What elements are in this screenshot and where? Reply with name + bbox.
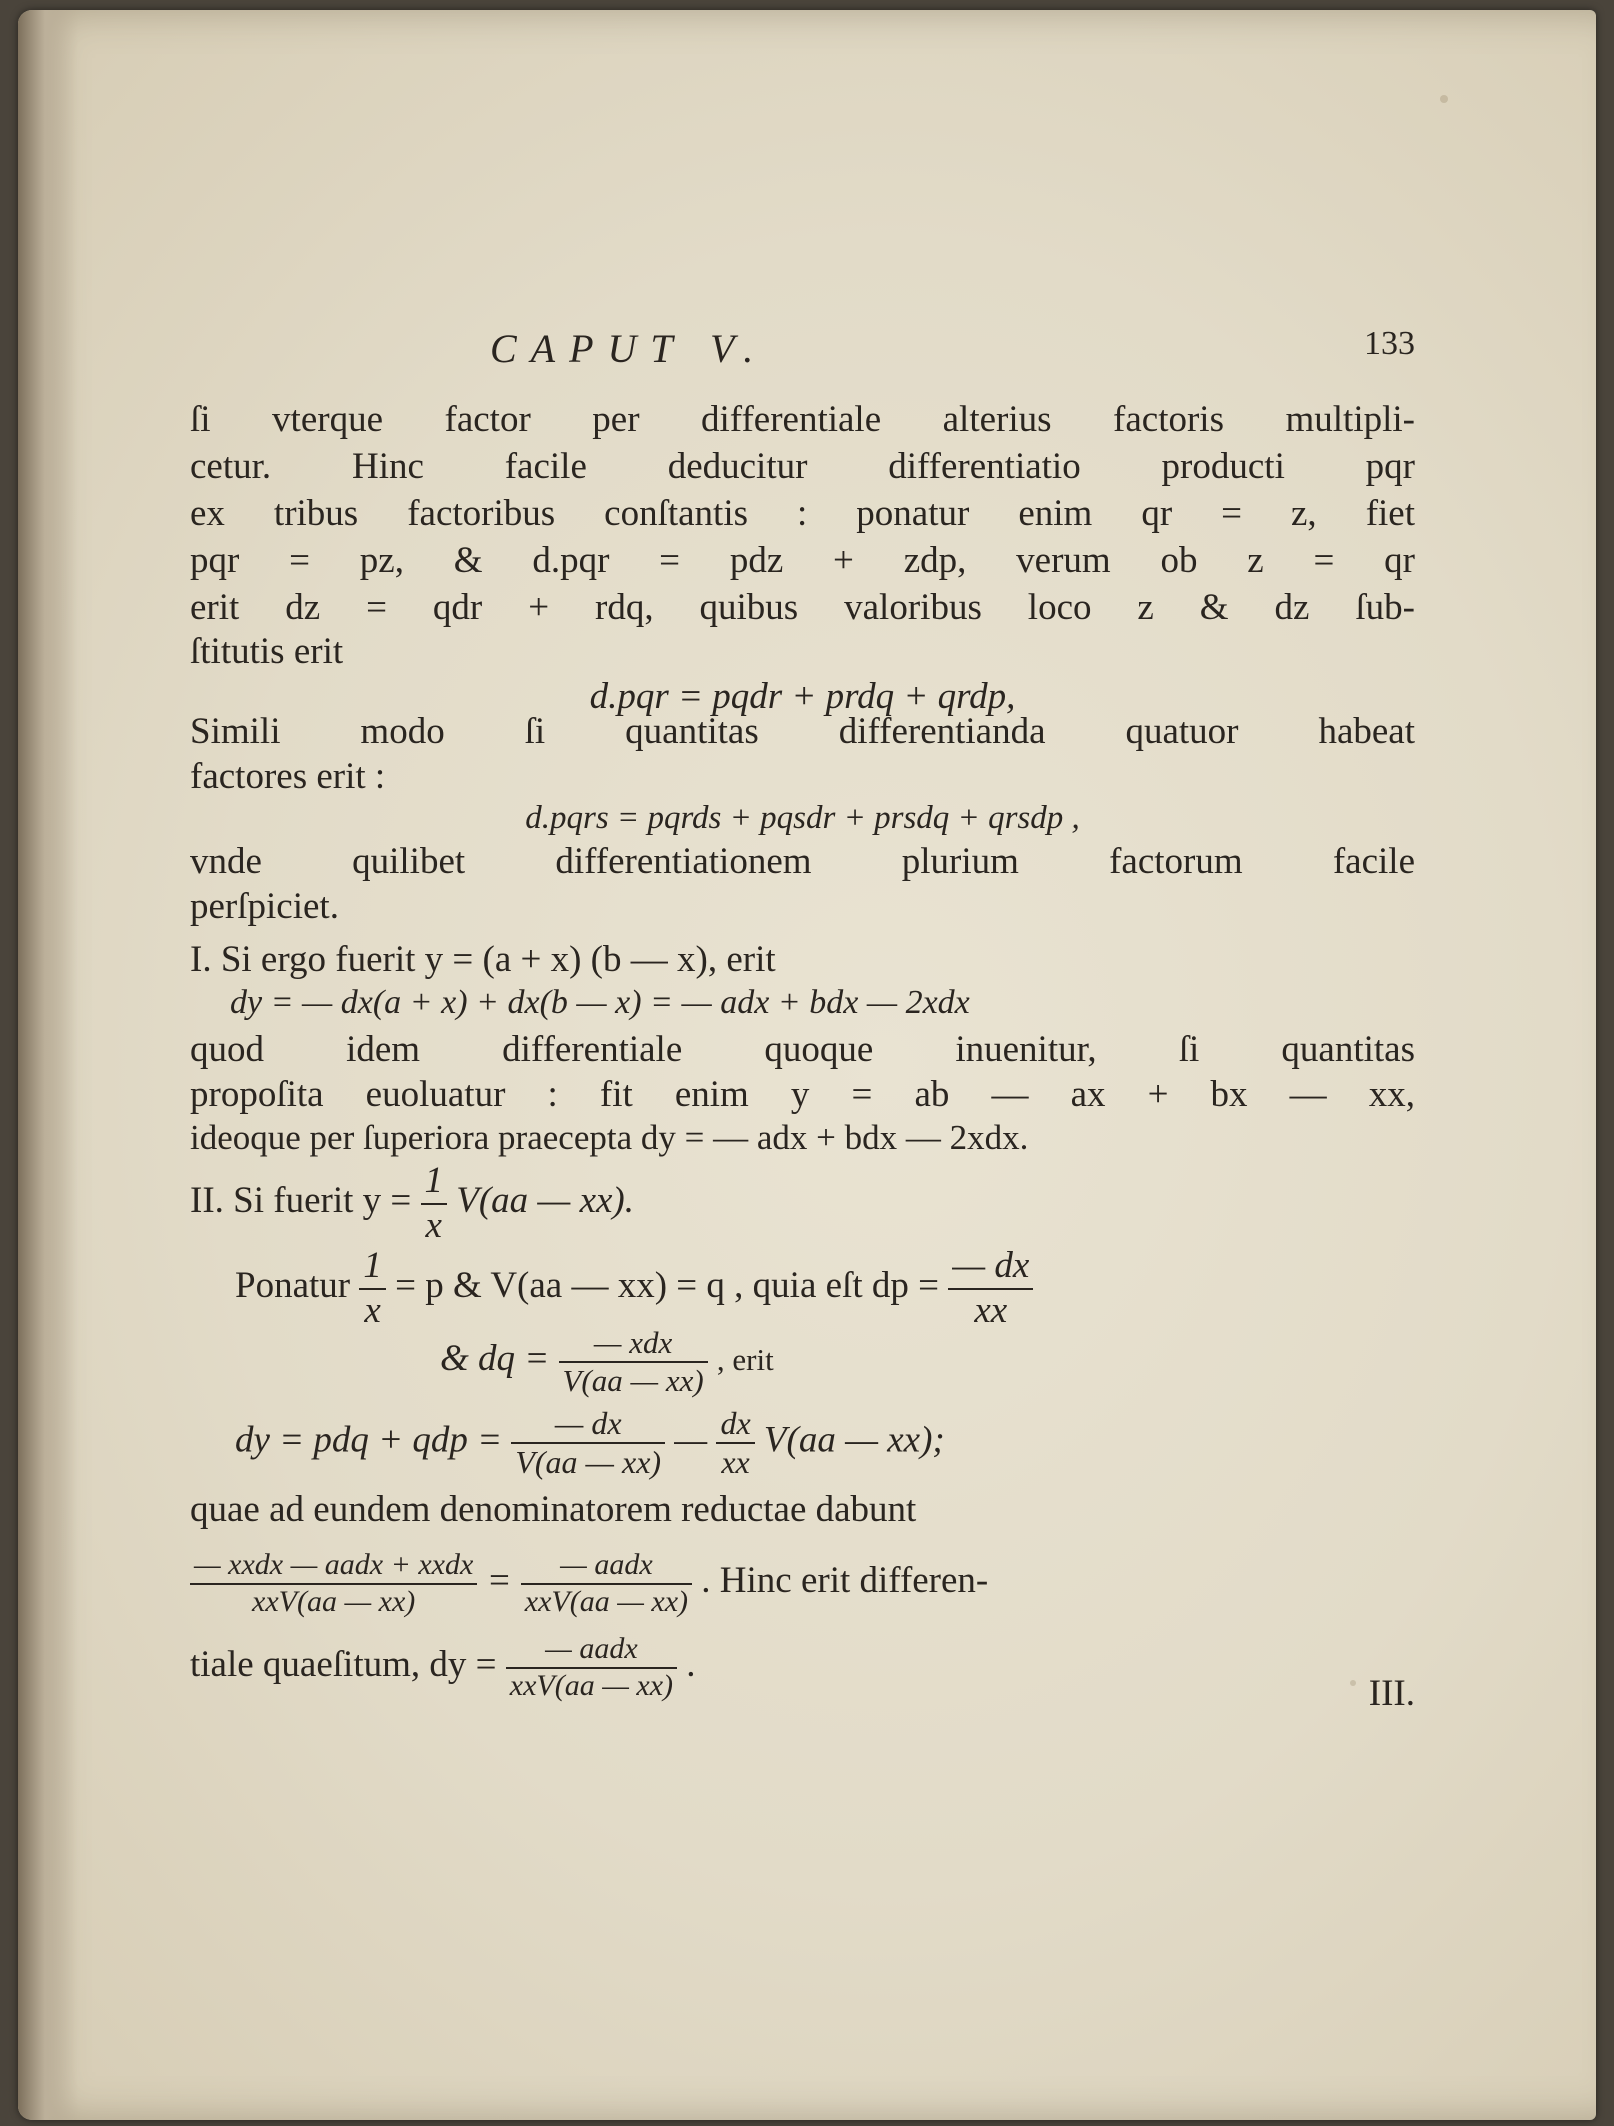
fraction-denominator: x <box>425 1204 442 1246</box>
fraction <box>948 1245 1033 1332</box>
formula-line <box>190 1548 1415 1619</box>
text-line: perſpiciet. <box>190 886 339 927</box>
fraction-numerator: 1 <box>421 1160 448 1205</box>
section-line: I. Si ergo fuerit y = (a + x) (b — x), erit <box>190 939 776 980</box>
fraction <box>421 1160 448 1247</box>
text-line: pqr = pz, & d.pqr = pdz + zdp, verum ob z = qr <box>190 540 1415 581</box>
catchword: III. <box>1368 1673 1415 1714</box>
fraction-denominator: xxV(aa — xx) <box>509 1668 674 1702</box>
text-line: erit dz = qdr + rdq, quibus valoribus loco z & dz ſub- <box>190 587 1415 628</box>
fraction-denominator: xxV(aa — xx) <box>524 1584 689 1618</box>
text-segment: . <box>686 1643 696 1685</box>
fraction <box>521 1548 692 1619</box>
formula-line: d.pqrs = pqrds + pqsdr + prsdq + qrsdp , <box>525 800 1080 836</box>
fraction <box>506 1632 677 1703</box>
foxing-spot <box>1440 95 1448 103</box>
section-line <box>190 1160 1415 1247</box>
text-segment: , erit <box>716 1342 774 1378</box>
text-segment: dy = pdq + qdp = <box>235 1419 512 1461</box>
fraction-numerator: — dx <box>948 1245 1033 1290</box>
fraction-numerator: — aadx <box>506 1632 677 1669</box>
text-segment: V(aa — xx); <box>763 1419 945 1461</box>
fraction-numerator: dx <box>716 1405 754 1444</box>
text-segment: Ponatur <box>235 1265 360 1307</box>
text-line: factores erit : <box>190 756 386 797</box>
fraction-denominator: xx <box>721 1443 750 1480</box>
formula-line <box>235 1405 1415 1481</box>
text-line: quod idem differentiale quoque inuenitur, ſi quantitas <box>190 1029 1415 1070</box>
fraction-denominator: x <box>364 1289 381 1331</box>
fraction-denominator: xx <box>974 1289 1008 1331</box>
text-line: quae ad eundem denominatorem reductae dabunt <box>190 1489 917 1530</box>
text-line: Simili modo ſi quantitas differentianda quatuor habeat <box>190 711 1415 752</box>
formula-line <box>235 1245 1415 1332</box>
fraction <box>511 1405 665 1481</box>
text-segment: . Hinc erit differen- <box>701 1559 989 1601</box>
text-segment: = <box>486 1559 521 1601</box>
text-line: ideoque per ſuperiora praecepta dy = — adx + bdx — 2xdx. <box>190 1118 1029 1157</box>
fraction-numerator: 1 <box>359 1245 386 1290</box>
fraction-numerator: — aadx <box>521 1548 692 1585</box>
fraction-numerator: — xdx <box>559 1325 708 1363</box>
running-head: CAPUT V. <box>490 326 768 371</box>
text-segment: & dq = <box>440 1338 559 1380</box>
fraction <box>190 1548 477 1619</box>
page-header <box>190 325 1415 375</box>
text-line: ſi vterque factor per differentiale alterius factoris multipli- <box>190 399 1415 440</box>
text-segment: tiale quaeſitum, dy = <box>190 1643 506 1685</box>
fraction <box>359 1245 386 1332</box>
text-line: ſtitutis erit <box>190 631 344 672</box>
text-line: cetur. Hinc facile deducitur differentiatio producti pqr <box>190 446 1415 487</box>
fraction <box>716 1405 754 1481</box>
book-gutter <box>18 10 78 2120</box>
fraction-numerator: — xxdx — aadx + xxdx <box>190 1548 477 1585</box>
page-number: 133 <box>1364 325 1415 362</box>
fraction-denominator: xxV(aa — xx) <box>252 1584 416 1618</box>
fraction-denominator: V(aa — xx) <box>515 1443 662 1480</box>
text-line: vnde quilibet differentiationem plurium factorum facile <box>190 841 1415 882</box>
text-segment: V(aa — xx). <box>456 1180 634 1222</box>
fraction-numerator: — dx <box>511 1405 665 1444</box>
formula-line <box>440 1325 1340 1398</box>
fraction <box>559 1325 708 1398</box>
formula-line: dy = — dx(a + x) + dx(b — x) = — adx + bdx — 2xdx <box>230 984 970 1021</box>
text-line: propoſita euoluatur : fit enim y = ab — ax + bx — xx, <box>190 1074 1415 1115</box>
fraction-denominator: V(aa — xx) <box>562 1362 704 1398</box>
text-segment: — <box>674 1419 717 1461</box>
text-line: ex tribus factoribus conſtantis : ponatur enim qr = z, fiet <box>190 493 1415 534</box>
text-segment: II. Si fuerit y = <box>190 1180 421 1222</box>
text-segment: = p & V(aa — xx) = q , quia eſt dp = <box>395 1265 949 1307</box>
formula-line: d.pqr = pqdr + prdq + qrdp, <box>589 676 1016 717</box>
